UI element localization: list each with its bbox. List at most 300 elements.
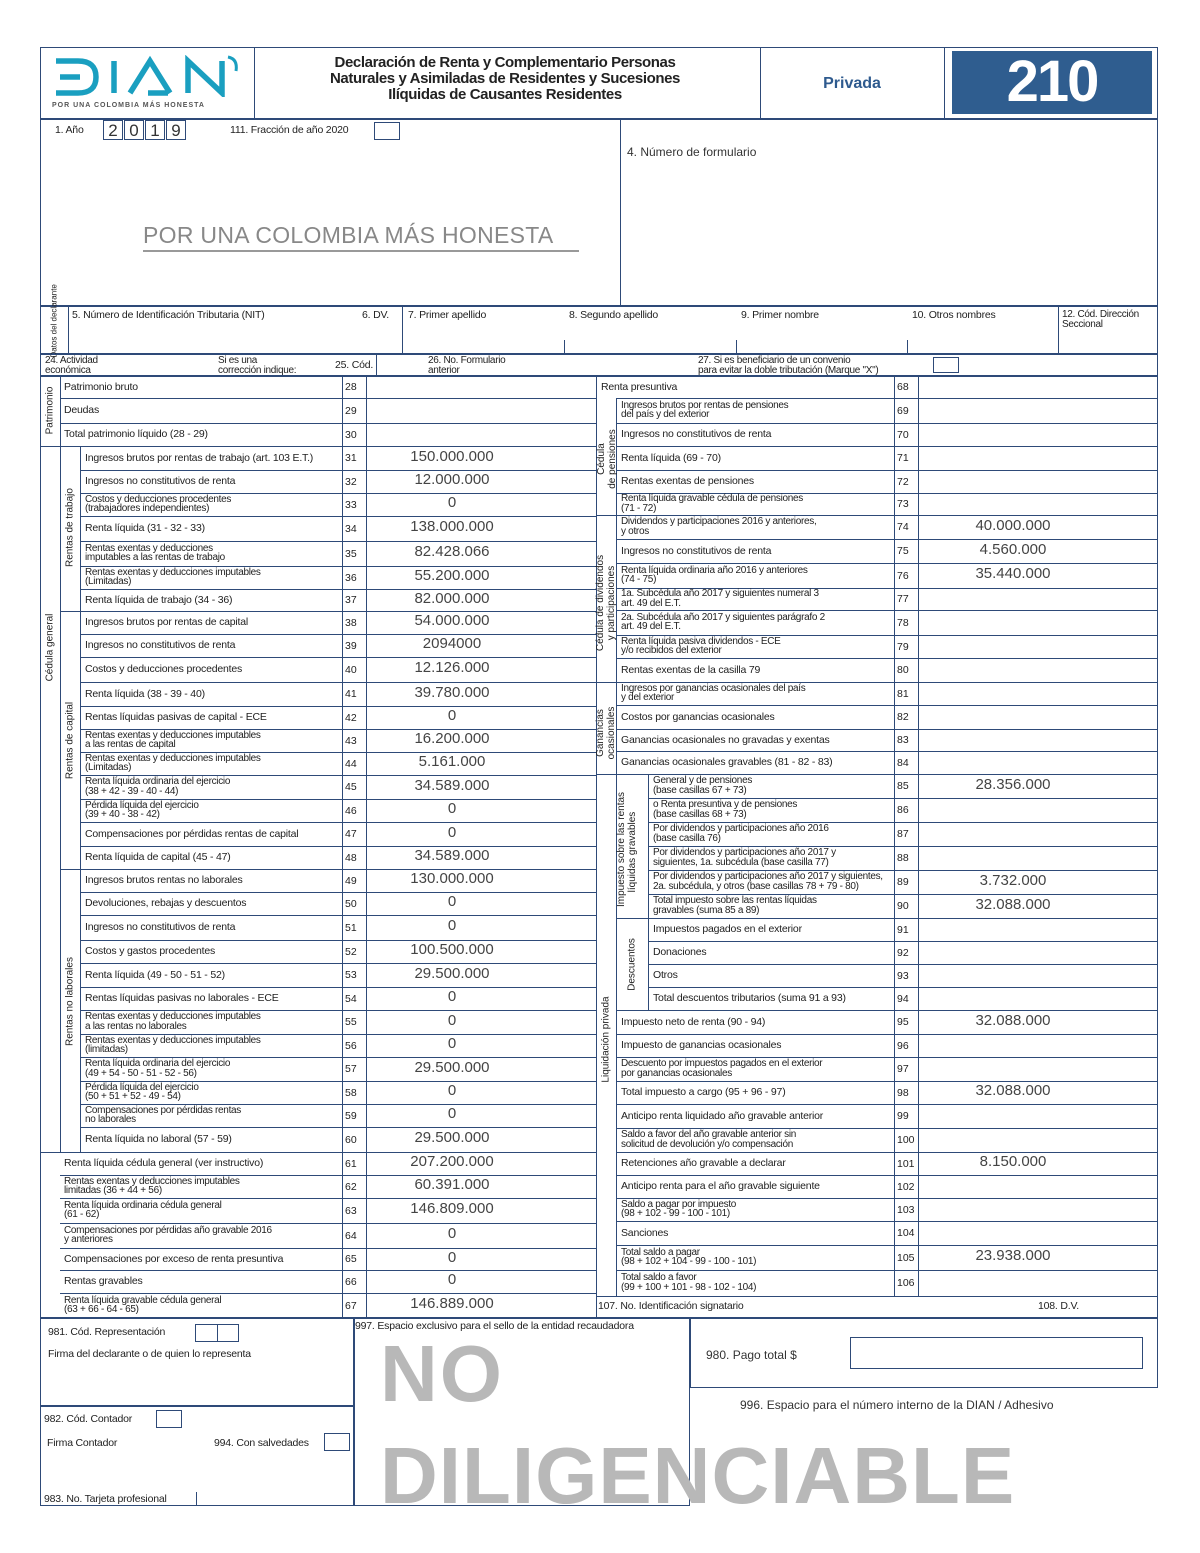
form-row <box>80 446 596 470</box>
form-row <box>60 1198 596 1223</box>
row-label: Patrimonio bruto <box>64 380 138 393</box>
otros-nombres-label[interactable]: 10. Otros nombres <box>912 309 996 321</box>
formulario-anterior-label[interactable]: 26. No. Formulario anterior <box>428 355 506 376</box>
box-number: 46 <box>345 804 357 817</box>
form-row <box>616 1081 1158 1104</box>
section-impuesto: Impuesto sobre las rentas líquidas gravables <box>616 791 638 907</box>
box-number: 66 <box>345 1275 357 1288</box>
declarant-side-label: Datos del declarante <box>49 284 59 358</box>
box-number: 106 <box>897 1277 915 1289</box>
form-row <box>648 822 1158 846</box>
form-row <box>80 940 596 963</box>
salvedades-checkbox[interactable] <box>324 1433 350 1451</box>
row-label: Rentas exentas y deducciones imputables (Limitadas) <box>85 566 261 587</box>
row-label: Total descuentos tributarios (suma 91 a 93) <box>653 992 846 1004</box>
watermark-no: NO <box>380 1329 504 1418</box>
cod-representacion-label: 981. Cód. Representación <box>48 1326 166 1338</box>
dian-logo <box>52 55 247 111</box>
form-row <box>616 470 1158 493</box>
value-field[interactable]: 3.732.000 <box>979 871 1047 889</box>
value-field[interactable]: 12.126.000 <box>414 659 490 676</box>
form-row <box>60 1152 596 1175</box>
row-label: Rentas exentas y deducciones imputables (Limitadas) <box>85 752 261 773</box>
row-label: Total impuesto sobre las rentas líquidas gravables (suma 85 a 89) <box>653 895 817 916</box>
box-number: 62 <box>345 1180 357 1193</box>
box-number: 47 <box>345 828 357 840</box>
form-title: Declaración de Renta y Complementario Personas Naturales y Asimiladas de Residentes y Sucesiones Ilíquidas de Causantes Residentes <box>329 54 680 103</box>
form-row <box>80 775 596 799</box>
box-number: 69 <box>897 404 909 417</box>
box-number: 36 <box>345 571 357 584</box>
year-digit[interactable]: 0 <box>124 120 144 140</box>
form-row <box>616 1198 1158 1221</box>
box-number: 95 <box>897 1016 909 1028</box>
year-label: 1. Año <box>55 124 84 136</box>
form-row <box>648 894 1158 918</box>
box-number: 43 <box>345 734 357 747</box>
box-number: 64 <box>345 1229 357 1242</box>
box-number: 33 <box>345 498 357 511</box>
form-row <box>60 376 596 398</box>
pago-total-label: 980. Pago total $ <box>706 1348 797 1362</box>
salvedades-label: 994. Con salvedades <box>214 1437 309 1449</box>
row-label: Ingresos brutos rentas no laborales <box>85 874 243 886</box>
form-row <box>616 635 1158 658</box>
section-patrimonio: Patrimonio <box>44 386 56 435</box>
year-digit[interactable]: 2 <box>103 120 123 140</box>
form-row <box>60 423 596 446</box>
box-number: 74 <box>897 521 909 533</box>
box-number: 56 <box>345 1039 357 1052</box>
form-row <box>648 846 1158 870</box>
box-number: 60 <box>345 1133 357 1146</box>
value-field[interactable]: 54.000.000 <box>414 612 490 629</box>
box-number: 34 <box>345 522 357 535</box>
fraction-checkbox[interactable] <box>374 122 400 140</box>
value-field[interactable]: 32.088.000 <box>975 895 1051 913</box>
row-label: Renta líquida no laboral (57 - 59) <box>85 1133 232 1145</box>
box-number: 82 <box>897 711 909 723</box>
year-digit[interactable]: 9 <box>166 120 186 140</box>
form-row <box>616 515 1158 539</box>
form-row <box>616 1270 1158 1296</box>
box-number: 88 <box>897 852 909 864</box>
pago-total-field[interactable] <box>850 1337 1143 1369</box>
value-field[interactable]: 32.088.000 <box>975 1082 1051 1099</box>
form-row <box>616 539 1158 563</box>
value-field[interactable]: 0 <box>447 1035 457 1052</box>
form-row <box>616 1221 1158 1245</box>
section-rentas-no-laborales: Rentas no laborales <box>64 957 76 1046</box>
form-row <box>80 541 596 566</box>
slogan: POR UNA COLOMBIA MÁS HONESTA <box>143 222 554 248</box>
value-field[interactable]: 55.200.000 <box>414 567 490 584</box>
form-row <box>616 1152 1158 1175</box>
row-label: Costos y deducciones procedentes (trabajadores independientes) <box>85 493 232 514</box>
form-row <box>60 398 596 423</box>
box-number: 86 <box>897 804 909 816</box>
form-row <box>80 729 596 752</box>
box-number: 63 <box>345 1204 357 1217</box>
value-field[interactable]: 39.780.000 <box>414 683 490 701</box>
form-row <box>648 941 1158 964</box>
row-label: Ingresos brutos por rentas de pensiones del país y del exterior <box>621 399 789 420</box>
nombre1-label[interactable]: 9. Primer nombre <box>741 309 819 321</box>
value-field[interactable]: 4.560.000 <box>979 540 1047 558</box>
form-row <box>80 470 596 493</box>
box-number: 49 <box>345 874 357 887</box>
row-label: Renta líquida pasiva dividendos - ECE y/o recibidos del exterior <box>621 635 781 656</box>
value-field[interactable]: 40.000.000 <box>975 516 1051 534</box>
row-label: Otros <box>653 969 678 981</box>
value-field[interactable]: 150.000.000 <box>410 447 494 465</box>
form-row <box>60 1223 596 1248</box>
row-label: Descuento por impuestos pagados en el exterior por ganancias ocasionales <box>621 1058 823 1079</box>
row-label: Por dividendos y participaciones año 2017 y siguientes, 2a. subcédula, y otros (base casillas 78 + 79 - 80) <box>653 871 883 892</box>
box-number: 80 <box>897 664 909 676</box>
value-field[interactable]: 130.000.000 <box>410 870 494 887</box>
box-number: 94 <box>897 992 909 1005</box>
form-row <box>616 493 1158 515</box>
apellido2-label[interactable]: 8. Segundo apellido <box>569 309 659 321</box>
box-number: 73 <box>897 498 909 510</box>
form-number: 210 <box>1006 49 1098 114</box>
box-number: 96 <box>897 1039 909 1052</box>
form-row <box>80 987 596 1010</box>
form-row <box>80 589 596 611</box>
row-label: Total saldo a pagar (98 + 102 + 104 - 99 - 100 - 101) <box>621 1246 757 1267</box>
form-row <box>80 1127 596 1152</box>
value-field[interactable]: 34.589.000 <box>414 776 490 794</box>
row-label: Renta líquida ordinaria año 2016 y anteriores (74 - 75) <box>621 564 808 585</box>
value-field[interactable]: 207.200.000 <box>410 1153 494 1170</box>
box-number: 31 <box>345 452 357 464</box>
row-label: 1a. Subcédula año 2017 y siguientes numeral 3 art. 49 del E.T. <box>621 588 819 609</box>
id-signatario-label[interactable]: 107. No. Identificación signatario <box>598 1300 744 1312</box>
value-field[interactable]: 29.500.000 <box>414 1058 490 1076</box>
row-label: Renta líquida ordinaria del ejercicio (49 + 54 - 50 - 51 - 52 - 56) <box>85 1058 231 1079</box>
row-label: Total patrimonio líquido (28 - 29) <box>64 428 208 440</box>
box-number: 53 <box>345 969 357 981</box>
form-row <box>60 1293 596 1318</box>
row-label: Anticipo renta liquidado año gravable anterior <box>621 1109 824 1122</box>
value-field[interactable]: 0 <box>447 1248 457 1266</box>
value-field[interactable]: 0 <box>447 707 457 724</box>
form-row <box>616 423 1158 446</box>
box-number: 67 <box>345 1299 357 1312</box>
form-row <box>60 1270 596 1293</box>
form-row <box>616 1128 1158 1152</box>
form-row <box>648 987 1158 1010</box>
form-type: Privada <box>823 75 881 92</box>
box-number: 79 <box>897 640 909 653</box>
row-label: Impuesto de ganancias ocasionales <box>621 1039 782 1051</box>
nit-label[interactable]: 5. Número de Identificación Tributaria (NIT) <box>72 309 265 321</box>
box-number: 102 <box>897 1180 915 1193</box>
row-label: Renta líquida de capital (45 - 47) <box>85 851 231 863</box>
box-number: 59 <box>345 1109 357 1122</box>
adhesivo-label: 996. Espacio para el número interno de la DIAN / Adhesivo <box>740 1398 1054 1412</box>
box-number: 38 <box>345 616 357 629</box>
box-number: 98 <box>897 1086 909 1099</box>
value-field[interactable]: 28.356.000 <box>975 775 1051 793</box>
row-label: Rentas exentas de pensiones <box>621 475 754 487</box>
box-number: 99 <box>897 1110 909 1122</box>
row-label: Pérdida líquida del ejercicio (50 + 51 + 52 - 49 - 54) <box>85 1081 199 1102</box>
cod-representacion-field[interactable] <box>195 1324 239 1342</box>
row-label: Renta líquida (31 - 32 - 33) <box>85 522 205 534</box>
value-field[interactable]: 12.000.000 <box>414 471 490 488</box>
row-label: Deudas <box>64 404 99 416</box>
value-field[interactable]: 60.391.000 <box>414 1176 490 1193</box>
row-label: Total saldo a favor (99 + 100 + 101 - 98 - 102 - 104) <box>621 1272 757 1293</box>
form-row <box>80 1081 596 1104</box>
box-number: 87 <box>897 828 909 840</box>
value-field[interactable]: 35.440.000 <box>975 565 1051 582</box>
form-row <box>616 751 1158 774</box>
row-label: Devoluciones, rebajas y descuentos <box>85 897 247 909</box>
value-field[interactable]: 29.500.000 <box>414 1129 490 1146</box>
section-cedula-general: Cédula general <box>44 613 56 682</box>
row-label: Renta líquida de trabajo (34 - 36) <box>85 593 233 606</box>
value-field[interactable]: 0 <box>447 800 457 817</box>
activity-row <box>40 354 1158 376</box>
value-field[interactable]: 29.500.000 <box>414 964 490 982</box>
row-label: Rentas exentas y deducciones imputables a las rentas no laborales <box>85 1011 261 1032</box>
watermark-diligenciable: DILIGENCIABLE <box>380 1431 1016 1520</box>
form-number-label: 4. Número de formulario <box>627 145 757 159</box>
form-row <box>648 774 1158 798</box>
box-number: 105 <box>897 1251 915 1264</box>
value-field[interactable]: 82.428.066 <box>414 543 490 560</box>
box-number: 103 <box>897 1203 915 1216</box>
box-number: 89 <box>897 876 909 888</box>
value-field[interactable]: 138.000.000 <box>410 518 494 535</box>
row-label: Total impuesto a cargo (95 + 96 - 97) <box>621 1086 786 1098</box>
convenio-label: 27. Si es beneficiario de un convenio para evitar la doble tributación (Marque "X") <box>698 355 879 376</box>
form-row <box>616 1034 1158 1057</box>
form-row <box>80 516 596 541</box>
convenio-checkbox[interactable] <box>933 357 959 373</box>
box-number: 40 <box>345 663 357 676</box>
row-label: Costos y gastos procedentes <box>85 945 216 957</box>
form-row <box>80 799 596 822</box>
top-section <box>40 119 1158 306</box>
box-number: 90 <box>897 900 909 912</box>
row-label: Compensaciones por pérdidas rentas no laborales <box>85 1104 242 1125</box>
form-row <box>616 398 1158 423</box>
row-label: Dividendos y participaciones 2016 y anteriores, y otros <box>621 516 817 537</box>
value-field[interactable]: 8.150.000 <box>979 1153 1047 1170</box>
row-label: Renta líquida ordinaria del ejercicio (38 + 42 - 39 - 40 - 44) <box>85 776 231 797</box>
box-number: 48 <box>345 851 357 864</box>
form-row <box>616 588 1158 610</box>
form-row <box>648 918 1158 941</box>
value-field[interactable]: 34.589.000 <box>414 847 490 864</box>
sello-label: 997. Espacio exclusivo para el sello de la entidad recaudadora <box>355 1320 634 1332</box>
form-row <box>616 1245 1158 1270</box>
section-descuentos: Descuentos <box>626 938 638 991</box>
row-label: Renta líquida cédula general (ver instructivo) <box>64 1157 264 1169</box>
section-rentas-trabajo: Rentas de trabajo <box>64 488 76 567</box>
row-label: Ganancias ocasionales no gravadas y exentas <box>621 733 830 746</box>
row-label: o Renta presuntiva y de pensiones (base casillas 68 + 73) <box>653 799 798 820</box>
box-number: 104 <box>897 1227 915 1239</box>
cod-label[interactable]: 25. Cód. <box>335 359 374 371</box>
form-row <box>80 682 596 706</box>
form-row <box>616 1010 1158 1034</box>
value-field[interactable]: 32.088.000 <box>975 1011 1051 1029</box>
value-field[interactable]: 0 <box>447 988 457 1005</box>
section-dividendos: Cédula de dividendos y participaciones <box>595 554 617 652</box>
logo-tagline: POR UNA COLOMBIA MÁS HONESTA <box>52 102 205 109</box>
form-row <box>596 376 1158 398</box>
apellido1-label[interactable]: 7. Primer apellido <box>408 309 487 321</box>
box-number: 81 <box>897 687 909 700</box>
form-row <box>80 915 596 940</box>
box-number: 35 <box>345 547 357 560</box>
row-label: Ingresos brutos por rentas de capital <box>85 616 249 628</box>
row-label: Costos y deducciones procedentes <box>85 663 243 675</box>
value-field[interactable]: 0 <box>447 823 457 841</box>
row-label: Renta líquida gravable cédula general (63 + 66 - 64 - 65) <box>64 1294 222 1315</box>
box-number: 51 <box>345 921 357 934</box>
center-divider <box>596 376 597 1318</box>
row-label: Donaciones <box>653 946 707 958</box>
form-row <box>648 798 1158 822</box>
dv-signatario-label[interactable]: 108. D.V. <box>1038 1300 1080 1312</box>
box-number: 30 <box>345 428 357 441</box>
value-field[interactable]: 0 <box>447 494 457 511</box>
value-field[interactable]: 100.500.000 <box>410 941 494 958</box>
form-row <box>80 1010 596 1034</box>
value-field[interactable]: 0 <box>447 917 457 934</box>
row-label: Renta líquida (49 - 50 - 51 - 52) <box>85 968 225 981</box>
box-number: 28 <box>345 381 357 393</box>
row-label: Rentas exentas de la casilla 79 <box>621 663 761 676</box>
box-number: 44 <box>345 757 357 770</box>
row-label: Rentas exentas y deducciones imputables limitadas (36 + 44 + 56) <box>64 1175 240 1196</box>
box-number: 50 <box>345 897 357 910</box>
box-number: 57 <box>345 1063 357 1075</box>
box-number: 77 <box>897 593 909 605</box>
row-label: Rentas líquidas pasivas de capital - ECE <box>85 711 267 723</box>
row-label: General y de pensiones (base casillas 67 + 73) <box>653 775 753 796</box>
row-label: Ganancias ocasionales gravables (81 - 82 - 83) <box>621 756 833 768</box>
section-pensiones: Cédula de pensiones <box>596 429 618 489</box>
row-label: Rentas exentas y deducciones imputables a las rentas de capital <box>85 729 261 750</box>
section-liquidacion: Liquidación privada <box>600 996 612 1083</box>
form-row <box>616 1175 1158 1198</box>
form-row <box>616 729 1158 751</box>
row-label: Pérdida líquida del ejercicio (39 + 40 - 38 - 42) <box>85 799 199 820</box>
row-label: Renta líquida ordinaria cédula general (61 - 62) <box>64 1199 222 1220</box>
row-label: Compensaciones por pérdidas rentas de capital <box>85 827 299 840</box>
seccional-label[interactable]: 12. Cód. Dirección Seccional <box>1062 309 1139 330</box>
row-label: Renta líquida (69 - 70) <box>621 451 721 464</box>
form-row <box>616 705 1158 729</box>
row-label: Ingresos no constitutivos de renta <box>85 475 236 487</box>
dv-label[interactable]: 6. DV. <box>362 309 390 321</box>
firma-declarante-label: Firma del declarante o de quien lo representa <box>48 1348 251 1360</box>
box-number: 42 <box>345 711 357 724</box>
box-number: 100 <box>897 1134 915 1146</box>
form-row <box>616 682 1158 705</box>
form-row <box>80 706 596 729</box>
box-number: 29 <box>345 404 357 417</box>
row-label: Compensaciones por exceso de renta presuntiva <box>64 1252 284 1265</box>
row-label: Ingresos brutos por rentas de trabajo (art. 103 E.T.) <box>85 451 314 464</box>
cod-contador-field[interactable] <box>156 1410 182 1428</box>
actividad-label[interactable]: 24. Actividad económica <box>45 355 98 376</box>
row-label: Rentas exentas y deducciones imputables a las rentas de trabajo <box>85 542 225 563</box>
row-label: Rentas gravables <box>64 1275 143 1287</box>
form-row <box>616 1057 1158 1081</box>
row-label: Impuestos pagados en el exterior <box>653 923 802 935</box>
form-row <box>648 964 1158 987</box>
row-label: Impuesto neto de renta (90 - 94) <box>621 1015 766 1028</box>
form-row <box>80 566 596 589</box>
form-row <box>80 634 596 657</box>
value-field[interactable]: 16.200.000 <box>414 730 490 747</box>
box-number: 76 <box>897 569 909 582</box>
row-label: Por dividendos y participaciones año 2017 y siguientes, 1a. subcédula (base casilla 77) <box>653 847 836 868</box>
box-number: 70 <box>897 428 909 441</box>
form-row <box>616 446 1158 470</box>
value-field[interactable]: 23.938.000 <box>975 1247 1051 1264</box>
box-number: 92 <box>897 946 909 959</box>
row-label: Por dividendos y participaciones año 2016 (base casilla 76) <box>653 823 829 844</box>
firma-contador-label: Firma Contador <box>47 1437 118 1449</box>
value-field[interactable]: 0 <box>447 893 457 910</box>
year-digit[interactable]: 1 <box>145 120 165 140</box>
row-label: Renta líquida (38 - 39 - 40) <box>85 687 205 700</box>
value-field[interactable]: 0 <box>447 1105 457 1122</box>
value-field[interactable]: 5.161.000 <box>418 753 486 770</box>
section-ganancias: Ganancias ocasionales <box>595 706 617 760</box>
form-row <box>80 657 596 682</box>
value-field[interactable]: 0 <box>447 1271 457 1288</box>
value-field[interactable]: 2094000 <box>422 635 482 652</box>
form-row <box>80 822 596 846</box>
value-field[interactable]: 0 <box>447 1225 457 1242</box>
value-field[interactable]: 146.889.000 <box>410 1295 494 1312</box>
row-label: Ingresos no constitutivos de renta <box>621 544 772 557</box>
box-number: 85 <box>897 780 909 792</box>
form-row <box>60 1175 596 1198</box>
row-label: Compensaciones por pérdidas año gravable 2016 y anteriores <box>64 1224 272 1245</box>
form-row <box>616 658 1158 682</box>
box-number: 39 <box>345 639 357 652</box>
value-field[interactable]: 82.000.000 <box>414 589 490 607</box>
box-number: 58 <box>345 1086 357 1099</box>
box-number: 32 <box>345 475 357 488</box>
value-field[interactable]: 146.809.000 <box>410 1200 494 1217</box>
form-row <box>80 846 596 869</box>
value-field[interactable]: 0 <box>447 1082 457 1099</box>
form-row <box>616 610 1158 635</box>
correccion-label: Si es una corrección indique: <box>218 355 297 376</box>
row-label: Costos por ganancias ocasionales <box>621 710 775 723</box>
form-row <box>80 963 596 987</box>
box-number: 101 <box>897 1157 915 1170</box>
row-label: Sanciones <box>621 1226 669 1239</box>
row-label: Anticipo renta para el año gravable siguiente <box>621 1180 820 1192</box>
value-field[interactable]: 0 <box>447 1011 457 1029</box>
box-number: 83 <box>897 734 909 746</box>
tarjeta-label[interactable]: 983. No. Tarjeta profesional <box>44 1493 167 1505</box>
row-label: Rentas líquidas pasivas no laborales - ECE <box>85 992 279 1004</box>
